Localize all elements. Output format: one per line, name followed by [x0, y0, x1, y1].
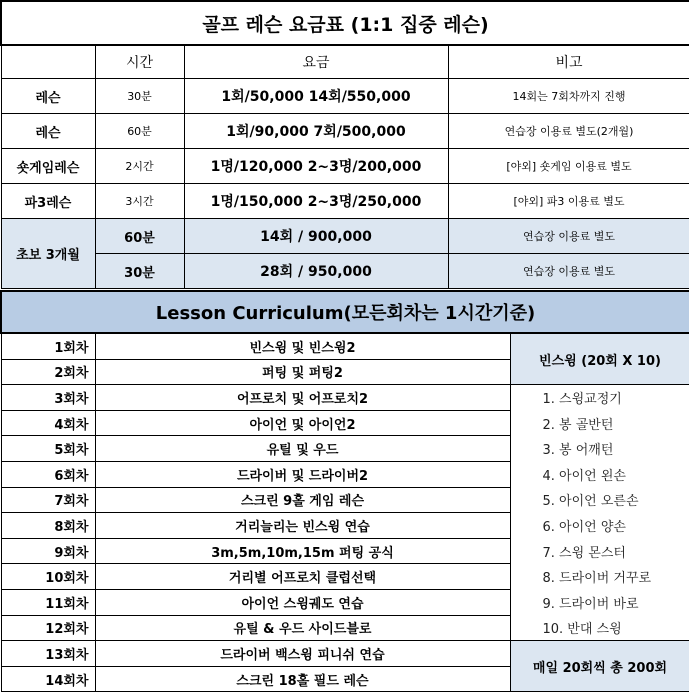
beginner-note: 연습장 이용료 별도 [448, 254, 689, 289]
session-topic: 스크린 18홀 필드 레슨 [95, 666, 510, 692]
curriculum-title: Lesson Curriculum(모든회차는 1시간기준) [1, 291, 689, 333]
table-row [1, 410, 689, 436]
lesson-note: [야외] 숏게임 이용료 별도 [448, 149, 689, 184]
session-topic: 아이언 및 아이언2 [95, 410, 510, 436]
table-row [1, 114, 689, 149]
session-number: 2회차 [1, 359, 95, 385]
drill-item: 10. 반대 스윙 [510, 615, 689, 641]
session-number: 6회차 [1, 461, 95, 487]
table-row [1, 513, 689, 539]
session-number: 1회차 [1, 333, 95, 359]
lesson-note: 연습장 이용료 별도(2개월) [448, 114, 689, 149]
table-header-row [1, 45, 689, 79]
lesson-name: 레슨 [1, 79, 95, 114]
table-row [1, 461, 689, 487]
table-row [1, 641, 689, 667]
beginner-fee: 14회 / 900,000 [184, 219, 448, 254]
session-number: 3회차 [1, 385, 95, 411]
table-row [1, 385, 689, 411]
footer-note: 매일 20회씩 총 200회 [510, 641, 689, 692]
drill-header: 빈스윙 (20회 X 10) [510, 333, 689, 385]
session-number: 9회차 [1, 538, 95, 564]
drill-item: 8. 드라이버 거꾸로 [510, 564, 689, 590]
lesson-note: [야외] 파3 이용료 별도 [448, 184, 689, 219]
session-topic: 어프로치 및 어프로치2 [95, 385, 510, 411]
session-number: 10회차 [1, 564, 95, 590]
drill-item: 5. 아이언 오른손 [510, 487, 689, 513]
session-topic: 드라이버 백스윙 피니쉬 연습 [95, 641, 510, 667]
lesson-name: 파3레슨 [1, 184, 95, 219]
table-row [1, 487, 689, 513]
beginner-name: 초보 3개월 [1, 219, 95, 289]
header-empty-cell [1, 45, 95, 79]
session-number: 14회차 [1, 666, 95, 692]
lesson-fee: 1회/50,000 14회/550,000 [184, 79, 448, 114]
lesson-fee-table [0, 0, 689, 289]
table-row [1, 589, 689, 615]
table-row [1, 615, 689, 641]
header-time: 시간 [95, 45, 184, 79]
beginner-row [1, 254, 689, 289]
lesson-time: 60분 [95, 114, 184, 149]
lesson-fee: 1명/150,000 2~3명/250,000 [184, 184, 448, 219]
session-topic: 빈스윙 및 빈스윙2 [95, 333, 510, 359]
session-number: 13회차 [1, 641, 95, 667]
session-topic: 퍼팅 및 퍼팅2 [95, 359, 510, 385]
session-number: 11회차 [1, 589, 95, 615]
lesson-time: 2시간 [95, 149, 184, 184]
drill-item: 2. 봉 골반턴 [510, 410, 689, 436]
page-title: 골프 레슨 요금표 (1:1 집중 레슨) [1, 1, 689, 45]
beginner-row [1, 219, 689, 254]
session-number: 8회차 [1, 513, 95, 539]
lesson-name: 숏게임레슨 [1, 149, 95, 184]
beginner-time: 30분 [95, 254, 184, 289]
session-topic: 거리별 어프로치 클럽선택 [95, 564, 510, 590]
session-topic: 유틸 및 우드 [95, 436, 510, 462]
lesson-fee: 1회/90,000 7회/500,000 [184, 114, 448, 149]
session-topic: 3m,5m,10m,15m 퍼팅 공식 [95, 538, 510, 564]
lesson-note: 14회는 7회차까지 진행 [448, 79, 689, 114]
table-row [1, 149, 689, 184]
beginner-fee: 28회 / 950,000 [184, 254, 448, 289]
table-row [1, 436, 689, 462]
session-topic: 거리늘리는 빈스윙 연습 [95, 513, 510, 539]
beginner-note: 연습장 이용료 별도 [448, 219, 689, 254]
drill-item: 7. 스윙 몬스터 [510, 538, 689, 564]
session-topic: 드라이버 및 드라이버2 [95, 461, 510, 487]
lesson-time: 3시간 [95, 184, 184, 219]
table-row [1, 538, 689, 564]
drill-item: 4. 아이언 왼손 [510, 461, 689, 487]
session-topic: 유틸 & 우드 사이드블로 [95, 615, 510, 641]
session-topic: 스크린 9홀 게임 레슨 [95, 487, 510, 513]
lesson-fee: 1명/120,000 2~3명/200,000 [184, 149, 448, 184]
drill-item: 9. 드라이버 바로 [510, 589, 689, 615]
header-fee: 요금 [184, 45, 448, 79]
table-row [1, 79, 689, 114]
drill-item: 3. 봉 어깨턴 [510, 436, 689, 462]
lesson-name: 레슨 [1, 114, 95, 149]
beginner-time: 60분 [95, 219, 184, 254]
curriculum-table [0, 290, 689, 692]
drill-item: 1. 스윙교정기 [510, 385, 689, 411]
session-number: 7회차 [1, 487, 95, 513]
session-number: 5회차 [1, 436, 95, 462]
table-row [1, 184, 689, 219]
table-row [1, 564, 689, 590]
table-row [1, 333, 689, 359]
drill-item: 6. 아이언 양손 [510, 513, 689, 539]
session-topic: 아이언 스윙궤도 연습 [95, 589, 510, 615]
session-number: 12회차 [1, 615, 95, 641]
session-number: 4회차 [1, 410, 95, 436]
header-note: 비고 [448, 45, 689, 79]
lesson-time: 30분 [95, 79, 184, 114]
